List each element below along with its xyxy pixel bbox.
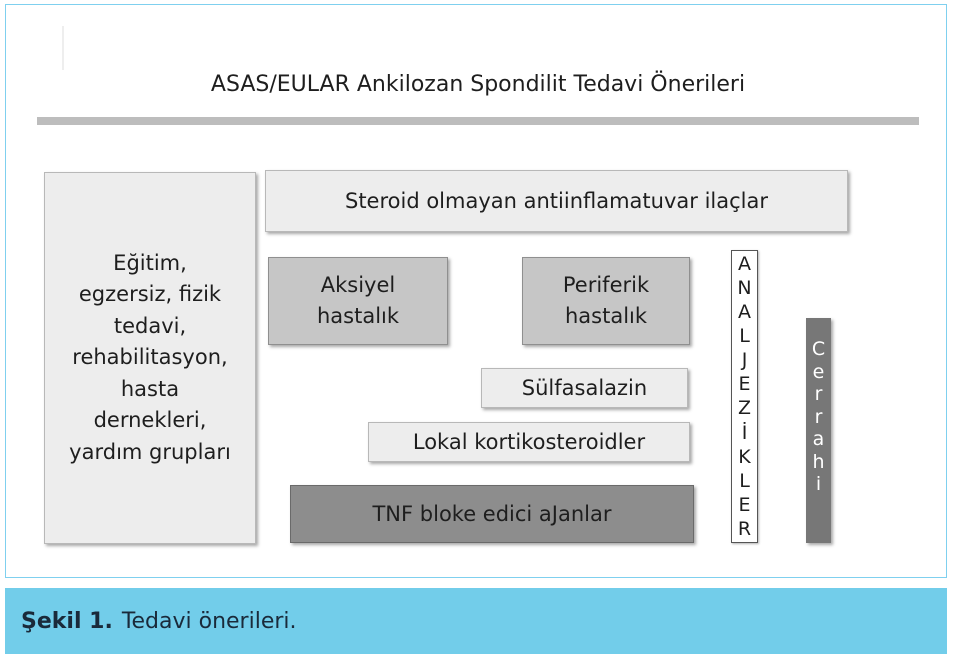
caption-label: Şekil 1. (21, 608, 113, 634)
analgesics-letter: E (738, 373, 751, 396)
nsaid-box (265, 170, 848, 232)
figure-caption (5, 588, 947, 654)
education-line: rehabilitasyon, (72, 345, 228, 370)
analgesics-letter: K (738, 445, 751, 468)
analgesics-letter: İ (741, 421, 748, 444)
peripheral-disease-box (522, 257, 690, 345)
analgesics-letter: L (739, 469, 750, 492)
education-line: tedavi, (113, 313, 187, 338)
surgery-letter: C (811, 338, 826, 360)
nsaid-label: Steroid olmayan antiinflamatuvar ilaçlar (344, 188, 768, 213)
caption-text: Tedavi önerileri. (121, 608, 297, 634)
faint-header-tick (62, 26, 64, 70)
surgery-letter: h (812, 450, 825, 473)
axial-disease-box (268, 257, 448, 345)
analgesics-letter: E (738, 493, 751, 516)
tnf-blockers-box (290, 485, 694, 543)
tnf-blockers-label: TNF bloke edici aJanlar (372, 501, 612, 526)
peripheral-label-line: hastalık (564, 304, 648, 328)
analgesics-letter: R (737, 517, 752, 540)
analgesics-letter: A (738, 301, 751, 324)
axial-label-line: hastalık (316, 304, 400, 328)
peripheral-label-line: Periferik (562, 273, 650, 297)
analgesics-letter: J (741, 349, 748, 372)
surgery-letter: i (815, 473, 822, 495)
analgesics-letter: L (739, 325, 750, 348)
surgery-bar (806, 318, 831, 543)
surgery-letter: a (812, 428, 825, 450)
analgesics-letter: A (738, 253, 751, 275)
education-box (44, 172, 256, 544)
education-line: Eğitim, (113, 250, 187, 275)
local-corticosteroids-box (368, 422, 690, 462)
surgery-letter: r (814, 405, 823, 428)
sulfasalazine-box (481, 368, 688, 408)
analgesics-letter: Z (737, 397, 752, 420)
education-line: yardım grupları (69, 439, 231, 464)
analgesics-letter: N (737, 277, 752, 300)
education-line: hasta (120, 376, 180, 401)
analgesics-bar (731, 250, 758, 543)
local-corticosteroids-label: Lokal kortikosteroidler (412, 429, 646, 454)
sulfasalazine-label: Sülfasalazin (521, 375, 648, 400)
surgery-letter: e (812, 360, 825, 383)
axial-label-line: Aksiyel (320, 273, 396, 297)
education-line: dernekleri, (93, 408, 207, 433)
title-divider (37, 117, 919, 125)
surgery-letter: r (814, 383, 823, 405)
education-line: egzersiz, fizik (78, 282, 222, 307)
figure-title: ASAS/EULAR Ankilozan Spondilit Tedavi Önerileri (210, 72, 746, 97)
